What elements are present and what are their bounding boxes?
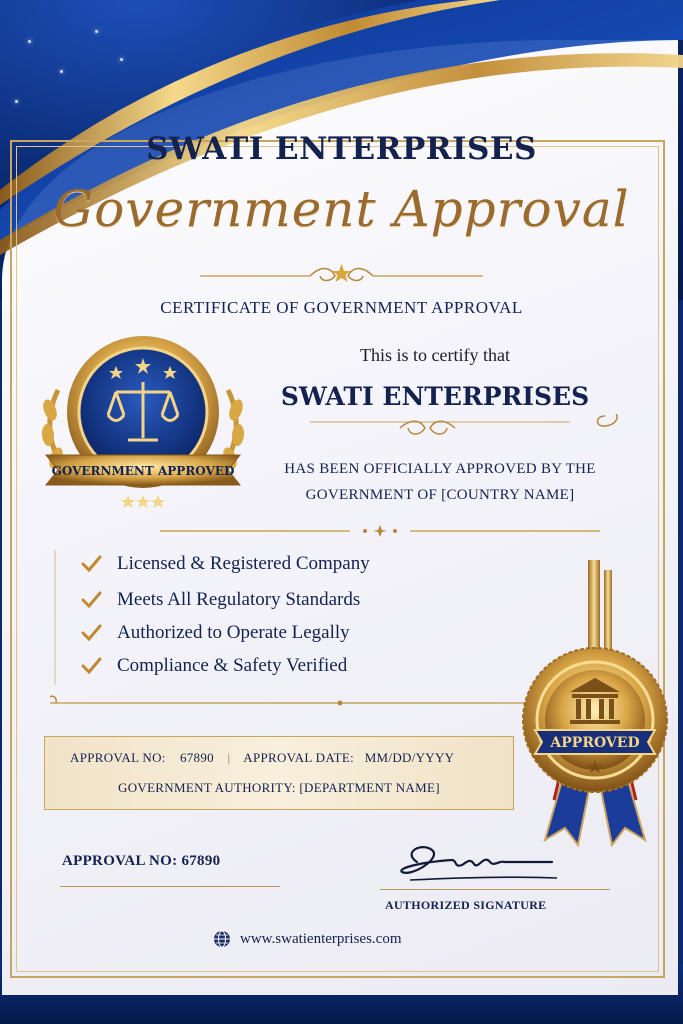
check-icon [80,589,102,611]
checklist-item [80,622,350,644]
approval-date-label: APPROVAL DATE: [243,750,355,765]
section-divider [160,522,600,540]
certificate-heading: CERTIFICATE OF GOVERNMENT APPROVAL [160,298,523,317]
signature-image [392,832,562,892]
signature-label: AUTHORIZED SIGNATURE [385,898,547,912]
government-authority: GOVERNMENT AUTHORITY: [DEPARTMENT NAME] [118,780,440,795]
checklist-item-label: Meets All Regulatory Standards [117,589,361,610]
checklist-item [80,589,360,611]
approval-statement-line2: GOVERNMENT OF [COUNTRY NAME] [305,487,575,503]
seal-ribbon-text: GOVERNMENT APPROVED [51,464,235,478]
ornament-divider [200,262,483,286]
approval-info-row [70,750,454,766]
check-icon [80,655,102,677]
approval-no-value: 67890 [179,750,214,765]
certify-intro: This is to certify that [360,345,510,365]
checklist-item [80,655,347,677]
company-name-header: SWATI ENTERPRISES [146,131,537,167]
signature-line [380,889,610,890]
government-approved-seal [38,330,248,510]
approval-statement [250,456,630,508]
certificate-title: Government Approval [53,180,630,238]
approval-no-label: APPROVAL NO: [70,750,166,765]
check-icon [80,553,102,575]
approval-date-value: MM/DD/YYYY [364,750,455,765]
approval-underline [60,886,280,887]
checklist-item-label: Licensed & Registered Company [117,553,370,574]
certified-company-name: SWATI ENTERPRISES [280,382,590,411]
checklist-item [80,553,370,575]
name-underline-ornament [300,414,630,444]
separator: | [227,750,231,765]
website-link[interactable] [212,929,401,949]
checklist-item-label: Compliance & Safety Verified [117,655,348,676]
approval-statement-line1: HAS BEEN OFFICIALLY APPROVED BY THE [284,461,596,477]
approved-seal [520,560,670,850]
globe-icon [212,929,232,949]
checklist-item-label: Authorized to Operate Legally [117,622,350,643]
approval-info-box [44,736,514,810]
approval-number: APPROVAL NO: 67890 [62,853,221,869]
check-icon [80,622,102,644]
approved-ribbon-text: APPROVED [550,735,640,751]
website-url: www.swatienterprises.com [240,930,402,947]
